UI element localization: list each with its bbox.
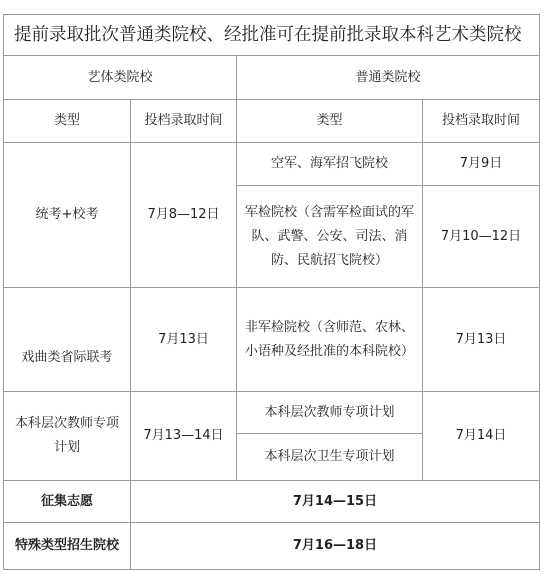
- title-row: [4, 15, 540, 56]
- summary-label: 特殊类型招生院校: [4, 523, 131, 570]
- regular-type-cell: 本科层次教师专项计划: [237, 392, 423, 434]
- regular-type-cell: 军检院校（含需军检面试的军队、武警、公安、司法、消防、民航招飞院校）: [237, 186, 423, 288]
- regular-time-cell: 7月10—12日: [423, 186, 540, 288]
- summary-label: 征集志愿: [4, 481, 131, 523]
- regular-type-cell: 空军、海军招飞院校: [237, 143, 423, 186]
- group-header-regular: 普通类院校: [237, 56, 540, 100]
- column-header-art-type: 类型: [4, 100, 131, 143]
- table-row: [4, 392, 540, 434]
- art-type-text: 戏曲类省际联考: [21, 349, 113, 365]
- summary-time: 7月16—18日: [131, 523, 540, 570]
- regular-type-cell: 非军检院校（含师范、农林、小语种及经批准的本科院校）: [237, 288, 423, 392]
- regular-time-cell: 7月14日: [423, 392, 540, 481]
- summary-time: 7月14—15日: [131, 481, 540, 523]
- summary-row: [4, 481, 540, 523]
- group-header-art: 艺体类院校: [4, 56, 237, 100]
- admission-schedule-table: [3, 14, 540, 570]
- art-time-cell: 7月13日: [131, 288, 237, 392]
- column-header-art-time: 投档录取时间: [131, 100, 237, 143]
- column-header-regular-type: 类型: [237, 100, 423, 143]
- regular-time-cell: 7月13日: [423, 288, 540, 392]
- art-time-cell: 7月13—14日: [131, 392, 237, 481]
- regular-type-cell: 本科层次卫生专项计划: [237, 434, 423, 481]
- art-time-cell: 7月8—12日: [131, 143, 237, 288]
- table-row: [4, 288, 540, 392]
- column-header-regular-time: 投档录取时间: [423, 100, 540, 143]
- art-type-cell: 统考+校考: [4, 143, 131, 288]
- column-header-row: [4, 100, 540, 143]
- group-header-row: [4, 56, 540, 100]
- table-row: [4, 143, 540, 186]
- art-type-cell: [4, 288, 131, 392]
- summary-row: [4, 523, 540, 570]
- table-title: 提前录取批次普通类院校、经批准可在提前批录取本科艺术类院校: [4, 15, 540, 56]
- art-type-cell: 本科层次教师专项计划: [4, 392, 131, 481]
- regular-time-cell: 7月9日: [423, 143, 540, 186]
